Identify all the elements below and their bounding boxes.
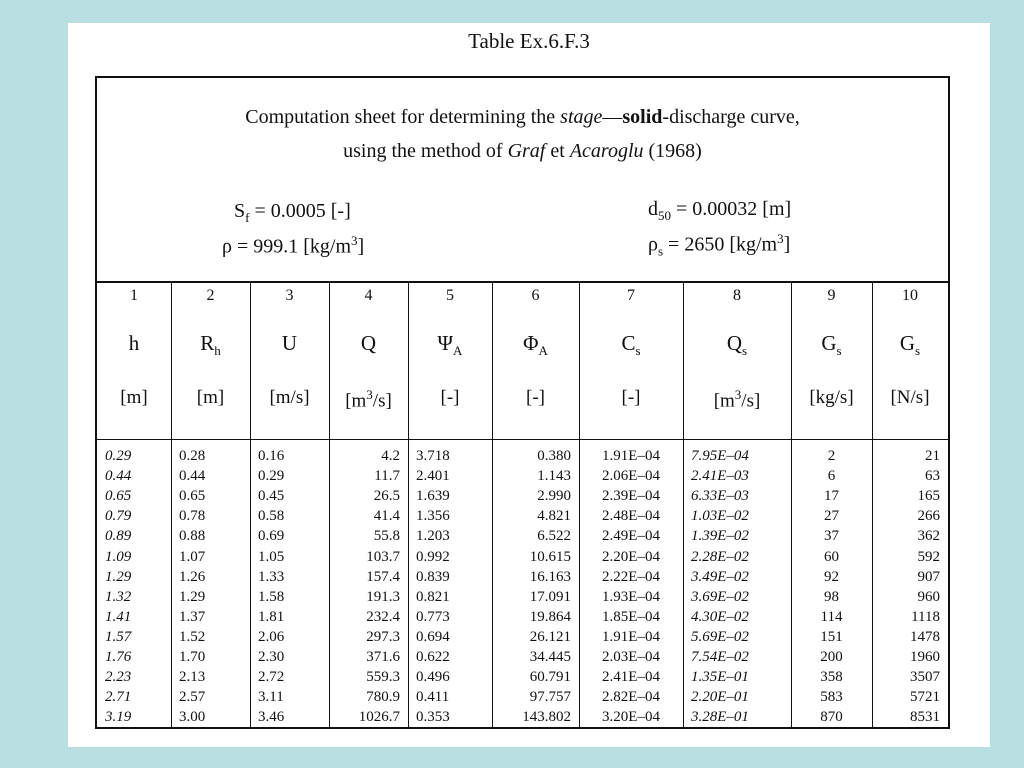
table-cell: 2.71 <box>105 689 132 706</box>
table-cell: 0.79 <box>105 508 132 525</box>
symbol-text: Φ <box>523 331 539 355</box>
title-et: et <box>545 140 570 162</box>
table-cell: 151 <box>820 628 843 645</box>
symbol-text: G <box>899 331 916 355</box>
unit-text: [-] <box>621 387 641 408</box>
author-graf: Graf <box>507 140 546 162</box>
table-cell: 297.3 <box>366 628 400 645</box>
table-cell: 1960 <box>910 649 940 665</box>
param-bracket: ] <box>783 233 791 256</box>
table-cell: 27 <box>824 508 839 525</box>
table-cell: 232.4 <box>366 608 400 625</box>
column-unit <box>97 387 171 409</box>
table-cell: 0.694 <box>416 628 450 645</box>
column-number: 5 <box>446 287 454 304</box>
column-number: 7 <box>627 287 635 304</box>
table-cell: 3.718 <box>416 448 450 464</box>
symbol-text: Ψ <box>437 331 454 355</box>
unit-text: [m/s] <box>269 387 310 408</box>
symbol-subscript: s <box>915 343 921 359</box>
param-slope <box>234 200 351 226</box>
table-cell: 0.29 <box>105 448 132 464</box>
table-cell: 1.57 <box>105 628 132 645</box>
table-cell: 1.93E–04 <box>602 588 660 605</box>
table-cell: 0.29 <box>258 468 285 485</box>
table-cell: 2.39E–04 <box>602 488 660 505</box>
symbol-subscript: A <box>538 343 548 359</box>
table-cell: 41.4 <box>373 508 400 525</box>
table-cell: 0.992 <box>416 548 450 565</box>
table-cell: 1.91E–04 <box>602 448 660 464</box>
table-cell: 870 <box>820 709 843 726</box>
column-symbol <box>97 331 171 356</box>
title-line-2 <box>97 140 948 163</box>
title-line-1 <box>97 106 948 129</box>
symbol-text: C <box>621 331 636 355</box>
table-cell: 16.163 <box>529 568 571 585</box>
column-number: 9 <box>827 287 836 304</box>
param-value: ρ = 999.1 [kg/m <box>222 235 352 258</box>
table-cell: 0.380 <box>537 448 571 464</box>
unit-text: [m] <box>196 387 225 408</box>
author-acaroglu: Acaroglu <box>569 140 644 162</box>
table-cell: 559.3 <box>366 669 400 686</box>
table-cell: 358 <box>820 669 843 686</box>
unit-superscript: 3 <box>366 387 373 402</box>
param-density <box>222 233 364 259</box>
table-cell: 0.58 <box>258 508 285 525</box>
title-bold-solid: solid <box>622 106 663 128</box>
table-cell: 0.622 <box>416 649 450 665</box>
table-cell: 37 <box>824 528 839 545</box>
table-cell: 3.00 <box>179 709 206 726</box>
table-cell: 6.522 <box>537 528 571 545</box>
table-cell: 2.82E–04 <box>602 689 660 706</box>
table-cell: 0.353 <box>416 709 450 726</box>
table-cell: 1.203 <box>416 528 450 545</box>
param-value: = 0.0005 [-] <box>249 200 351 222</box>
table-cell: 3.46 <box>258 709 285 726</box>
title-text: Computation sheet for determining the <box>245 106 561 128</box>
param-subscript: f <box>245 210 250 225</box>
table-cell: 2.23 <box>105 669 132 686</box>
symbol-subscript: h <box>214 343 221 359</box>
table-cell: 3.19 <box>105 709 132 726</box>
column-symbol <box>872 331 948 359</box>
table-cell: 0.16 <box>258 448 285 464</box>
table-cell: 0.89 <box>105 528 132 545</box>
unit-superscript: 3 <box>734 387 742 402</box>
table-cell: 157.4 <box>366 568 400 585</box>
table-cell: 7.95E–04 <box>691 448 749 464</box>
table-cell: 60 <box>824 548 839 565</box>
header-divider <box>97 439 948 440</box>
table-cell: 0.69 <box>258 528 285 545</box>
param-bracket: ] <box>357 235 365 258</box>
column-number: 8 <box>733 287 741 304</box>
table-cell: 1.85E–04 <box>602 608 660 625</box>
table-cell: 63 <box>925 468 940 485</box>
table-cell: 19.864 <box>529 608 571 625</box>
title-italic-stage: stage <box>560 106 603 128</box>
title-text-end: -discharge curve, <box>662 106 800 128</box>
table-cell: 17.091 <box>529 588 571 605</box>
table-cell: 1.09 <box>105 548 132 565</box>
table-cell: 2.20E–04 <box>602 548 660 565</box>
column-symbol <box>683 331 791 359</box>
table-cell: 7.54E–02 <box>691 649 749 665</box>
table-cell: 1.05 <box>258 548 285 565</box>
table-cell: 8531 <box>910 709 940 726</box>
column-unit <box>872 387 948 409</box>
table-cell: 0.839 <box>416 568 450 585</box>
table-cell: 2.30 <box>258 649 285 665</box>
param-superscript: 3 <box>777 231 784 246</box>
symbol-text: G <box>821 331 837 355</box>
data-grid <box>97 283 948 729</box>
column-unit <box>492 387 579 409</box>
table-cell: 3.28E–01 <box>691 709 749 726</box>
unit-text-end: /s] <box>372 390 392 412</box>
column-number: 2 <box>206 287 215 304</box>
param-value: = 2650 [kg/m <box>663 233 778 256</box>
column-number: 6 <box>531 287 540 304</box>
table-cell: 1118 <box>911 608 940 625</box>
table-cell: 6 <box>827 468 836 485</box>
table-cell: 780.9 <box>366 689 400 706</box>
table-cell: 2 <box>827 448 836 464</box>
table-cell: 2.28E–02 <box>691 548 749 565</box>
table-cell: 2.22E–04 <box>602 568 660 585</box>
table-cell: 0.65 <box>105 488 132 505</box>
unit-text: [m] <box>120 387 148 408</box>
param-symbol: ρ <box>648 233 658 256</box>
table-cell: 1.81 <box>258 608 285 625</box>
table-cell: 165 <box>917 488 940 505</box>
table-cell: 1.143 <box>537 468 571 485</box>
column-unit <box>408 387 492 409</box>
table-cell: 4.30E–02 <box>691 608 749 625</box>
table-cell: 1.03E–02 <box>691 508 749 525</box>
table-cell: 1478 <box>910 628 940 645</box>
symbol-text: h <box>128 331 140 355</box>
table-cell: 0.28 <box>179 448 206 464</box>
table-cell: 6.33E–03 <box>691 488 749 505</box>
param-sediment-density <box>648 231 790 260</box>
table-cell: 34.445 <box>529 649 571 665</box>
param-grain-size <box>648 198 791 224</box>
table-cell: 1.356 <box>416 508 450 525</box>
table-cell: 2.49E–04 <box>602 528 660 545</box>
table-cell: 1.37 <box>179 608 206 625</box>
param-subscript: 50 <box>658 208 671 223</box>
table-cell: 92 <box>824 568 839 585</box>
table-cell: 4.821 <box>537 508 571 525</box>
table-cell: 0.821 <box>416 588 450 605</box>
column-unit <box>579 387 683 409</box>
document-page <box>68 23 990 747</box>
symbol-subscript: s <box>836 343 842 359</box>
table-caption: Table Ex.6.F.3 <box>468 29 590 53</box>
unit-text-end: /s] <box>741 390 761 412</box>
column-number: 10 <box>902 287 918 304</box>
table-cell: 3507 <box>910 669 940 686</box>
table-cell: 11.7 <box>374 468 400 485</box>
unit-text: [kg/s] <box>809 387 854 408</box>
table-cell: 3.20E–04 <box>602 709 660 726</box>
table-cell: 60.791 <box>529 669 571 686</box>
column-symbol <box>408 331 492 359</box>
table-cell: 103.7 <box>366 548 400 565</box>
title-year: (1968) <box>643 140 702 162</box>
symbol-text: Q <box>726 331 743 355</box>
table-cell: 371.6 <box>366 649 400 665</box>
symbol-subscript: A <box>453 343 463 359</box>
column-number: 1 <box>130 287 138 304</box>
column-unit <box>171 387 250 409</box>
param-subscript: s <box>657 243 664 259</box>
table-cell: 0.411 <box>416 689 450 706</box>
table-cell: 200 <box>820 649 843 665</box>
table-cell: 1.32 <box>105 588 132 605</box>
table-cell: 2.06 <box>258 628 285 645</box>
table-cell: 0.44 <box>179 468 206 485</box>
table-cell: 266 <box>917 508 940 525</box>
title-dash: — <box>602 106 623 128</box>
column-symbol <box>791 331 872 359</box>
table-cell: 2.06E–04 <box>602 468 660 485</box>
table-cell: 2.57 <box>179 689 206 706</box>
symbol-subscript: s <box>742 343 748 359</box>
table-cell: 55.8 <box>373 528 400 545</box>
table-cell: 1.41 <box>105 608 132 625</box>
table-cell: 1.39E–02 <box>691 528 749 545</box>
table-cell: 17 <box>824 488 839 505</box>
table-cell: 1026.7 <box>358 709 400 726</box>
param-value: = 0.00032 [m] <box>671 198 792 220</box>
symbol-text: U <box>281 331 298 355</box>
symbol-text: Q <box>360 331 377 355</box>
column-number: 3 <box>285 287 294 304</box>
table-cell: 2.41E–04 <box>602 669 660 686</box>
table-cell: 583 <box>820 689 843 706</box>
table-cell: 3.49E–02 <box>691 568 749 585</box>
table-cell: 114 <box>820 608 843 625</box>
table-cell: 2.72 <box>258 669 285 686</box>
param-symbol: S <box>234 200 246 222</box>
column-symbol <box>329 331 408 356</box>
table-cell: 21 <box>925 448 940 464</box>
table-cell: 26.5 <box>373 488 400 505</box>
table-cell: 1.07 <box>179 548 206 565</box>
table-cell: 143.802 <box>522 709 571 726</box>
table-cell: 0.78 <box>179 508 206 525</box>
column-unit <box>791 387 872 409</box>
table-cell: 1.35E–01 <box>691 669 749 686</box>
table-cell: 5721 <box>910 689 940 706</box>
table-cell: 1.639 <box>416 488 450 505</box>
table-cell: 1.76 <box>105 649 132 665</box>
table-cell: 0.773 <box>416 608 450 625</box>
param-superscript: 3 <box>351 233 358 248</box>
table-cell: 26.121 <box>529 628 571 645</box>
unit-text: [-] <box>440 387 460 408</box>
column-symbol <box>250 331 329 356</box>
table-cell: 191.3 <box>366 588 400 605</box>
column-unit <box>250 387 329 409</box>
table-cell: 2.48E–04 <box>602 508 660 525</box>
column-unit <box>683 387 791 412</box>
table-cell: 1.29 <box>179 588 206 605</box>
column-number: 4 <box>364 287 373 304</box>
table-header-box <box>97 78 948 283</box>
table-cell: 362 <box>917 528 940 545</box>
table-cell: 2.13 <box>179 669 206 686</box>
table-cell: 907 <box>917 568 940 585</box>
table-cell: 0.88 <box>179 528 206 545</box>
table-cell: 5.69E–02 <box>691 628 749 645</box>
table-cell: 1.70 <box>179 649 206 665</box>
column-symbol <box>171 331 250 359</box>
table-cell: 0.45 <box>258 488 285 505</box>
computation-table <box>95 76 950 729</box>
table-cell: 1.58 <box>258 588 285 605</box>
table-cell: 3.69E–02 <box>691 588 749 605</box>
column-symbol <box>492 331 579 359</box>
unit-text: [-] <box>526 387 545 408</box>
table-cell: 2.20E–01 <box>691 689 749 706</box>
column-unit <box>329 387 408 412</box>
table-cell: 592 <box>917 548 940 565</box>
unit-text: [m <box>713 390 735 412</box>
table-cell: 1.52 <box>179 628 206 645</box>
table-cell: 1.26 <box>179 568 206 585</box>
title-text: using the method of <box>343 140 508 162</box>
symbol-text: R <box>200 331 215 355</box>
table-cell: 4.2 <box>381 448 400 464</box>
symbol-subscript: s <box>635 343 641 359</box>
unit-text: [m <box>345 390 367 412</box>
table-cell: 0.65 <box>179 488 206 505</box>
table-cell: 2.03E–04 <box>602 649 660 665</box>
table-cell: 10.615 <box>529 548 571 565</box>
table-cell: 0.496 <box>416 669 450 686</box>
table-cell: 2.401 <box>416 468 450 485</box>
column-symbol <box>579 331 683 359</box>
table-cell: 2.41E–03 <box>691 468 749 485</box>
table-cell: 0.44 <box>105 468 132 485</box>
unit-text: [N/s] <box>890 387 930 408</box>
table-cell: 97.757 <box>529 689 571 706</box>
table-cell: 960 <box>917 588 940 605</box>
table-cell: 3.11 <box>258 689 284 706</box>
table-cell: 1.91E–04 <box>602 628 660 645</box>
param-symbol: d <box>648 198 658 220</box>
table-cell: 1.29 <box>105 568 132 585</box>
table-cell: 2.990 <box>537 488 571 505</box>
table-cell: 1.33 <box>258 568 285 585</box>
table-cell: 98 <box>824 588 839 605</box>
